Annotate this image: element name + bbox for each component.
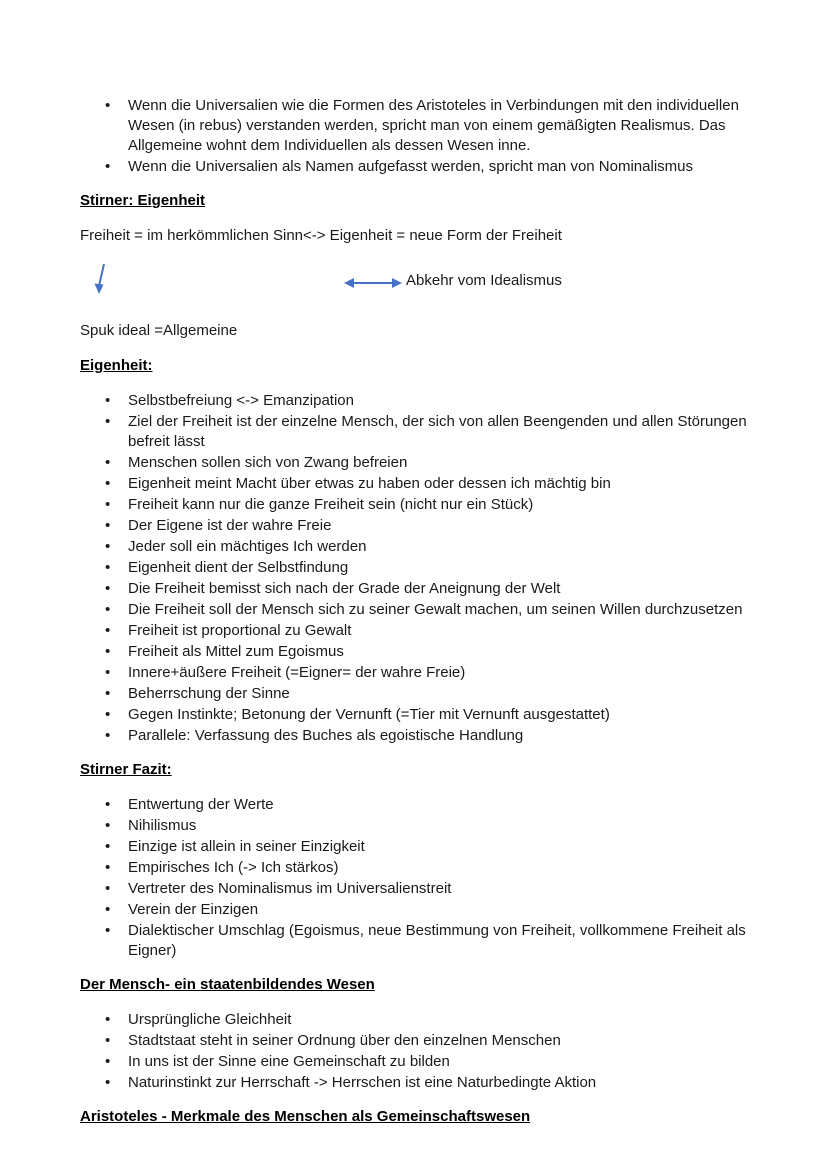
bullet-item: • Die Freiheit soll der Mensch sich zu seiner Gewalt machen, um seinen Willen durchzusetzen: [128, 600, 750, 620]
heading-eigenheit: Eigenheit:: [80, 357, 153, 374]
bullet-item: • Wenn die Universalien als Namen aufgefasst werden, spricht man von Nominalismus: [128, 157, 750, 177]
down-arrow-icon: [94, 263, 110, 295]
eigenheit-bullet-list: [80, 391, 750, 746]
bullet-item: • Eigenheit meint Macht über etwas zu haben oder dessen ich mächtig bin: [128, 474, 750, 494]
bullet-item: • In uns ist der Sinne eine Gemeinschaft zu bilden: [128, 1052, 750, 1072]
paragraph-spuk: Spuk ideal =Allgemeine: [80, 322, 238, 339]
bullet-item: • Empirisches Ich (-> Ich stärkos): [128, 858, 750, 878]
bullet-item: • Einzige ist allein in seiner Einzigkeit: [128, 837, 750, 857]
section-stirner-fazit: [80, 760, 750, 961]
section-intro: [80, 96, 750, 177]
section-mensch-staat: [80, 975, 750, 1093]
bullet-item: • Eigenheit dient der Selbstfindung: [128, 558, 750, 578]
bullet-item: • Dialektischer Umschlag (Egoismus, neue Bestimmung von Freiheit, vollkommene Freiheit als Eigner): [128, 921, 750, 961]
heading-stirner-fazit: Stirner Fazit:: [80, 761, 172, 778]
arrow-label-abkehr: Abkehr vom Idealismus: [406, 272, 562, 289]
bullet-item: • Die Freiheit bemisst sich nach der Grade der Aneignung der Welt: [128, 579, 750, 599]
bullet-item: • Parallele: Verfassung des Buches als egoistische Handlung: [128, 726, 750, 746]
bullet-item: • Wenn die Universalien wie die Formen des Aristoteles in Verbindungen mit den individuellen Wesen (in rebus) verstanden werden, spricht man von einem gemäßigten Realismus. Das Allgemeine wohnt dem Individuellen als dessen Wesen inne.: [128, 96, 750, 156]
bullet-item: • Selbstbefreiung <-> Emanzipation: [128, 391, 750, 411]
bullet-item: • Nihilismus: [128, 816, 750, 836]
bullet-item: • Freiheit als Mittel zum Egoismus: [128, 642, 750, 662]
bullet-item: • Innere+äußere Freiheit (=Eigner= der wahre Freie): [128, 663, 750, 683]
fazit-bullet-list: [80, 795, 750, 961]
section-aristoteles: [80, 1107, 750, 1127]
bullet-item: • Jeder soll ein mächtiges Ich werden: [128, 537, 750, 557]
mensch-bullet-list: [80, 1010, 750, 1093]
bullet-item: • Stadtstaat steht in seiner Ordnung über den einzelnen Menschen: [128, 1031, 750, 1051]
bullet-item: • Freiheit ist proportional zu Gewalt: [128, 621, 750, 641]
heading-stirner-eigenheit: Stirner: Eigenheit: [80, 192, 206, 209]
intro-bullet-list: [80, 96, 750, 177]
paragraph-freiheit: Freiheit = im herkömmlichen Sinn<-> Eigenheit = neue Form der Freiheit: [80, 227, 562, 244]
heading-mensch-staat: Der Mensch- ein staatenbildendes Wesen: [80, 976, 375, 993]
heading-aristoteles: Aristoteles - Merkmale des Menschen als Gemeinschaftswesen: [80, 1108, 531, 1125]
bullet-item: • Naturinstinkt zur Herrschaft -> Herrschen ist eine Naturbedingte Aktion: [128, 1073, 750, 1093]
bullet-item: • Menschen sollen sich von Zwang befreien: [128, 453, 750, 473]
section-eigenheit: [80, 356, 750, 746]
double-arrow-icon: [344, 277, 402, 289]
bullet-item: • Ziel der Freiheit ist der einzelne Mensch, der sich von allen Beengenden und allen Störungen befreit lässt: [128, 412, 750, 452]
bullet-item: • Der Eigene ist der wahre Freie: [128, 516, 750, 536]
bullet-item: • Verein der Einzigen: [128, 900, 750, 920]
arrow-annotation-zone: [80, 261, 750, 313]
bullet-item: • Freiheit kann nur die ganze Freiheit sein (nicht nur ein Stück): [128, 495, 750, 515]
bullet-item: • Vertreter des Nominalismus im Universalienstreit: [128, 879, 750, 899]
bullet-item: • Beherrschung der Sinne: [128, 684, 750, 704]
bullet-item: • Gegen Instinkte; Betonung der Vernunft (=Tier mit Vernunft ausgestattet): [128, 705, 750, 725]
bullet-item: • Entwertung der Werte: [128, 795, 750, 815]
section-stirner-eigenheit: [80, 191, 750, 341]
bullet-item: • Ursprüngliche Gleichheit: [128, 1010, 750, 1030]
